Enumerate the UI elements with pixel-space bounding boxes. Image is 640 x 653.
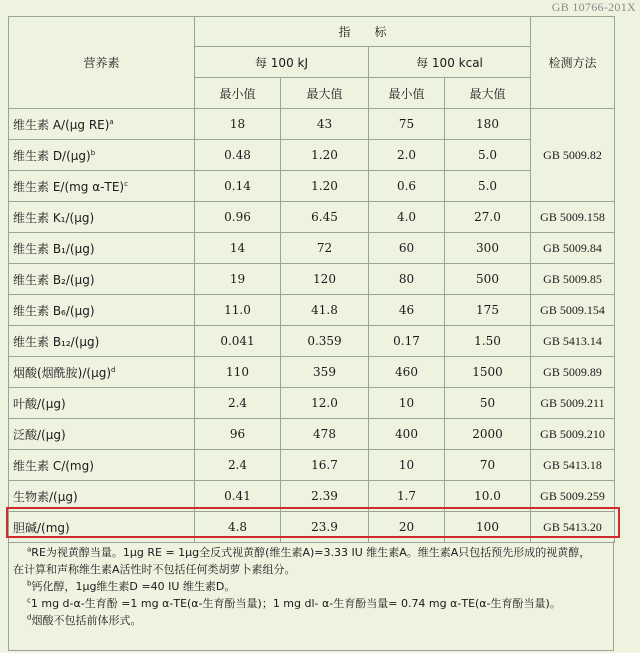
table-row [9, 326, 615, 357]
header-per-kcal: 每 100 kcal [369, 47, 531, 78]
kcal-max-cell: 1500 [445, 357, 531, 388]
nutrient-name: 胆碱/(mg) [9, 512, 195, 543]
method-cell: GB 5009.211 [531, 388, 615, 419]
kj-max-cell: 1.20 [281, 140, 369, 171]
kj-max-cell: 16.7 [281, 450, 369, 481]
kj-max-cell: 6.45 [281, 202, 369, 233]
footnote-d: $^d$烟酸不包括前体形式。 [27, 613, 142, 627]
table-row [9, 450, 615, 481]
footnotes [8, 541, 614, 651]
header-nutrient: 营养素 [9, 17, 195, 109]
kcal-min-cell: 10 [369, 388, 445, 419]
kj-min-cell: 19 [195, 264, 281, 295]
method-cell: GB 5009.89 [531, 357, 615, 388]
kcal-max-cell: 100 [445, 512, 531, 543]
kcal-max-cell: 180 [445, 109, 531, 140]
footnote-a-continued: 在计算和声称维生素A活性时不包括任何类胡萝卜素组分。 [13, 563, 296, 576]
header-per-kj: 每 100 kJ [195, 47, 369, 78]
kcal-min-cell: 0.6 [369, 171, 445, 202]
nutrient-name: 维生素 B₂/(μg) [9, 264, 195, 295]
kcal-min-cell: 80 [369, 264, 445, 295]
kcal-max-cell: 300 [445, 233, 531, 264]
kj-max-cell: 12.0 [281, 388, 369, 419]
nutrient-name: 生物素/(μg) [9, 481, 195, 512]
method-cell: GB 5009.154 [531, 295, 615, 326]
kcal-min-cell: 1.7 [369, 481, 445, 512]
header-kcal-min: 最小值 [369, 78, 445, 109]
method-cell: GB 5413.18 [531, 450, 615, 481]
kcal-max-cell: 500 [445, 264, 531, 295]
table-row [9, 140, 615, 171]
table-row [9, 419, 615, 450]
kcal-max-cell: 50 [445, 388, 531, 419]
nutrient-name: 维生素 A/(μg RE)$^a$ [9, 109, 195, 140]
kcal-max-cell: 2000 [445, 419, 531, 450]
document-code: GB 10766-201X [551, 0, 636, 14]
kj-max-cell: 478 [281, 419, 369, 450]
table-row [9, 295, 615, 326]
kj-min-cell: 11.0 [195, 295, 281, 326]
footnote-c: $^c$1 mg d-α-生育酚 =1 mg α-TE(α-生育酚当量)；1 mg dl- α-生育酚当量= 0.74 mg α-TE(α-生育酚当量)。 [27, 596, 561, 610]
table-row [9, 202, 615, 233]
kj-min-cell: 0.96 [195, 202, 281, 233]
nutrient-table [8, 16, 615, 543]
kcal-min-cell: 400 [369, 419, 445, 450]
kj-max-cell: 2.39 [281, 481, 369, 512]
method-cell: GB 5413.14 [531, 326, 615, 357]
method-cell: GB 5009.85 [531, 264, 615, 295]
table-row [9, 388, 615, 419]
header-kcal-max: 最大值 [445, 78, 531, 109]
nutrient-name: 维生素 B₁/(μg) [9, 233, 195, 264]
kcal-min-cell: 4.0 [369, 202, 445, 233]
kcal-max-cell: 5.0 [445, 171, 531, 202]
kj-min-cell: 96 [195, 419, 281, 450]
kj-max-cell: 72 [281, 233, 369, 264]
kj-min-cell: 0.41 [195, 481, 281, 512]
kcal-min-cell: 10 [369, 450, 445, 481]
table-row [9, 109, 615, 140]
kcal-min-cell: 0.17 [369, 326, 445, 357]
method-cell: GB 5009.259 [531, 481, 615, 512]
kj-min-cell: 14 [195, 233, 281, 264]
nutrient-name: 维生素 C/(mg) [9, 450, 195, 481]
method-cell: GB 5009.210 [531, 419, 615, 450]
kcal-max-cell: 27.0 [445, 202, 531, 233]
kj-min-cell: 0.14 [195, 171, 281, 202]
kj-min-cell: 2.4 [195, 388, 281, 419]
kj-min-cell: 110 [195, 357, 281, 388]
kj-max-cell: 120 [281, 264, 369, 295]
kcal-max-cell: 175 [445, 295, 531, 326]
header-kj-min: 最小值 [195, 78, 281, 109]
nutrient-name: 叶酸/(μg) [9, 388, 195, 419]
kj-max-cell: 0.359 [281, 326, 369, 357]
table-row [9, 264, 615, 295]
table-row-highlighted [9, 512, 615, 543]
nutrient-name: 泛酸/(μg) [9, 419, 195, 450]
table-row [9, 481, 615, 512]
nutrient-name: 烟酸(烟酰胺)$/(\mu g)^d$ [9, 357, 195, 388]
footnote-a: $^a$RE为视黄醇当量。1μg RE = 1μg全反式视黄醇(维生素A)=3.33 IU 维生素A。维生素A只包括预先形成的视黄醇， [27, 545, 591, 559]
kj-max-cell: 23.9 [281, 512, 369, 543]
kj-min-cell: 18 [195, 109, 281, 140]
method-cell: GB 5009.84 [531, 233, 615, 264]
kj-min-cell: 0.041 [195, 326, 281, 357]
kcal-min-cell: 460 [369, 357, 445, 388]
header-kj-max: 最大值 [281, 78, 369, 109]
kj-min-cell: 4.8 [195, 512, 281, 543]
header-method: 检测方法 [531, 17, 615, 109]
table-row [9, 171, 615, 202]
nutrient-name: 维生素 B₁₂/(μg) [9, 326, 195, 357]
kcal-min-cell: 46 [369, 295, 445, 326]
kj-max-cell: 43 [281, 109, 369, 140]
method-cell: GB 5009.82 [531, 109, 615, 202]
kcal-max-cell: 10.0 [445, 481, 531, 512]
kcal-min-cell: 20 [369, 512, 445, 543]
kcal-max-cell: 5.0 [445, 140, 531, 171]
kcal-max-cell: 70 [445, 450, 531, 481]
kj-min-cell: 2.4 [195, 450, 281, 481]
nutrient-name: 维生素 K₁/(μg) [9, 202, 195, 233]
table-row [9, 233, 615, 264]
header-indicator: 指 标 [195, 17, 531, 47]
method-cell: GB 5009.158 [531, 202, 615, 233]
nutrient-name: 维生素 $D/(\mu g)^b$ [9, 140, 195, 171]
kcal-min-cell: 75 [369, 109, 445, 140]
method-cell: GB 5413.20 [531, 512, 615, 543]
kj-max-cell: 359 [281, 357, 369, 388]
nutrient-name: 维生素 B₆/(μg) [9, 295, 195, 326]
footnote-b: $^b$钙化醇，1μg维生素D =40 IU 维生素D。 [27, 579, 236, 593]
kcal-min-cell: 2.0 [369, 140, 445, 171]
kj-min-cell: 0.48 [195, 140, 281, 171]
kj-max-cell: 1.20 [281, 171, 369, 202]
nutrient-name: 维生素 E/(mg α-TE)$^c$ [9, 171, 195, 202]
table-row [9, 357, 615, 388]
kcal-min-cell: 60 [369, 233, 445, 264]
kcal-max-cell: 1.50 [445, 326, 531, 357]
kj-max-cell: 41.8 [281, 295, 369, 326]
